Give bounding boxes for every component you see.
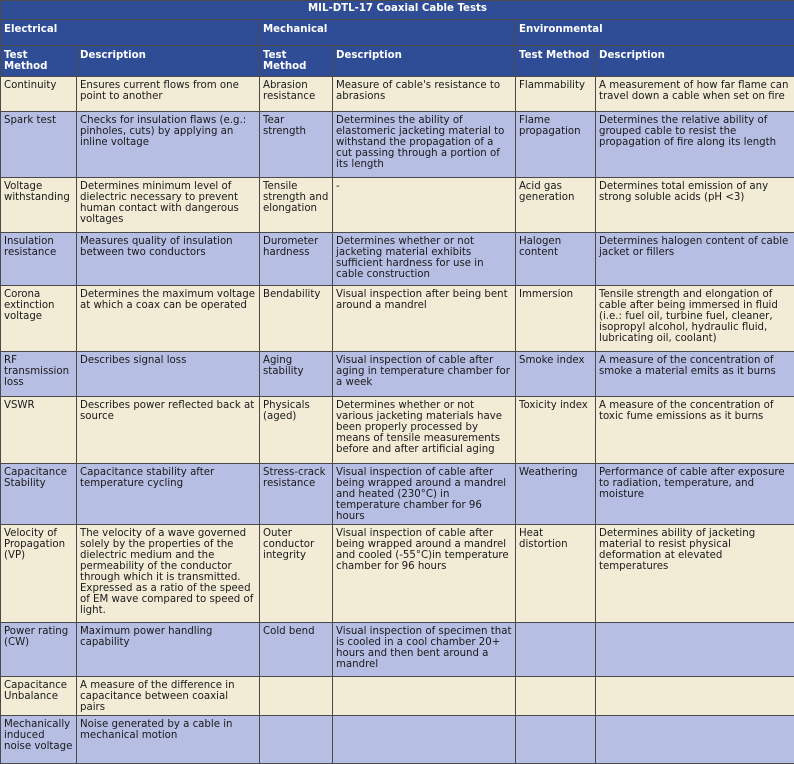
mechanical-description (333, 716, 516, 764)
table-row (1, 623, 794, 677)
mechanical-description: Visual inspection after being bent around a mandrel (333, 286, 516, 352)
mechanical-test: Cold bend (260, 623, 333, 677)
mechanical-test: Aging stability (260, 352, 333, 397)
environmental-description (596, 623, 794, 677)
mechanical-description: Visual inspection of specimen that is cooled in a cool chamber 20+ hours and then bent around a mandrel (333, 623, 516, 677)
mechanical-description: Visual inspection of cable after aging in temperature chamber for a week (333, 352, 516, 397)
electrical-description: Determines the maximum voltage at which a coax can be operated (77, 286, 260, 352)
environmental-description: Determines total emission of any strong soluble acids (pH <3) (596, 178, 794, 233)
electrical-description: Checks for insulation flaws (e.g.: pinholes, cuts) by applying an inline voltage (77, 112, 260, 178)
mechanical-description (333, 677, 516, 716)
environmental-test: Acid gas generation (516, 178, 596, 233)
environmental-test (516, 623, 596, 677)
environmental-description: Tensile strength and elongation of cable after being immersed in fluid (i.e.: fuel oil, turbine fuel, cleaner, isopropyl alcohol, hydraulic fluid, lubricating oil, coolant) (596, 286, 794, 352)
header-description: Description (333, 46, 516, 77)
electrical-description: Ensures current flows from one point to another (77, 77, 260, 112)
electrical-description: Maximum power handling capability (77, 623, 260, 677)
electrical-test: VSWR (1, 397, 77, 464)
table-row (1, 464, 794, 525)
mechanical-test: Physicals (aged) (260, 397, 333, 464)
environmental-test: Flame propagation (516, 112, 596, 178)
environmental-description: Determines the relative ability of grouped cable to resist the propagation of fire along its length (596, 112, 794, 178)
electrical-description: Noise generated by a cable in mechanical motion (77, 716, 260, 764)
mechanical-test: Stress-crack resistance (260, 464, 333, 525)
category-mechanical: Mechanical (260, 20, 516, 46)
electrical-test: Power rating (CW) (1, 623, 77, 677)
mechanical-description: Visual inspection of cable after being wrapped around a mandrel and heated (230°C) in temperature chamber for 96 hours (333, 464, 516, 525)
mechanical-description: Determines whether or not jacketing material exhibits sufficient hardness for use in cable construction (333, 233, 516, 286)
category-row (1, 20, 794, 46)
category-environmental: Environmental (516, 20, 794, 46)
electrical-test: Continuity (1, 77, 77, 112)
mechanical-description: Visual inspection of cable after being wrapped around a mandrel and cooled (-55°C)in temperature chamber for 96 hours (333, 525, 516, 623)
electrical-description: The velocity of a wave governed solely by the properties of the dielectric medium and the permeability of the conductor through which it is transmitted. Expressed as a ratio of the speed of EM wave compared to speed of light. (77, 525, 260, 623)
header-test-method: Test Method (260, 46, 333, 77)
environmental-description: A measurement of how far flame can travel down a cable when set on fire (596, 77, 794, 112)
table-row (1, 525, 794, 623)
environmental-description: Performance of cable after exposure to radiation, temperature, and moisture (596, 464, 794, 525)
electrical-description: A measure of the difference in capacitance between coaxial pairs (77, 677, 260, 716)
table-title: MIL-DTL-17 Coaxial Cable Tests (1, 1, 794, 20)
mechanical-test: Bendability (260, 286, 333, 352)
electrical-test: RF transmission loss (1, 352, 77, 397)
mechanical-test (260, 716, 333, 764)
electrical-description: Describes signal loss (77, 352, 260, 397)
table-row (1, 112, 794, 178)
environmental-test (516, 677, 596, 716)
electrical-test: Spark test (1, 112, 77, 178)
electrical-test: Velocity of Propagation (VP) (1, 525, 77, 623)
environmental-test: Smoke index (516, 352, 596, 397)
table-row (1, 352, 794, 397)
mechanical-description: Measure of cable's resistance to abrasions (333, 77, 516, 112)
mechanical-test: Outer conductor integrity (260, 525, 333, 623)
mechanical-description: Determines the ability of elastomeric jacketing material to withstand the propagation of a cut passing through a portion of its length (333, 112, 516, 178)
environmental-description (596, 677, 794, 716)
mechanical-test (260, 677, 333, 716)
title-row (1, 1, 794, 20)
environmental-description: Determines halogen content of cable jacket or fillers (596, 233, 794, 286)
table-row (1, 286, 794, 352)
electrical-test: Insulation resistance (1, 233, 77, 286)
category-electrical: Electrical (1, 20, 260, 46)
environmental-test: Weathering (516, 464, 596, 525)
environmental-test: Halogen content (516, 233, 596, 286)
environmental-description: Determines ability of jacketing material to resist physical deformation at elevated temperatures (596, 525, 794, 623)
mechanical-test: Abrasion resistance (260, 77, 333, 112)
header-test-method: Test Method (1, 46, 77, 77)
environmental-description: A measure of the concentration of smoke a material emits as it burns (596, 352, 794, 397)
environmental-test: Heat distortion (516, 525, 596, 623)
environmental-test (516, 716, 596, 764)
electrical-test: Voltage withstanding (1, 178, 77, 233)
mechanical-description: Determines whether or not various jacketing materials have been properly processed by means of tensile measurements before and after artificial aging (333, 397, 516, 464)
environmental-test: Immersion (516, 286, 596, 352)
environmental-test: Toxicity index (516, 397, 596, 464)
header-description: Description (77, 46, 260, 77)
electrical-test: Mechanically induced noise voltage (1, 716, 77, 764)
table-row (1, 178, 794, 233)
electrical-description: Determines minimum level of dielectric necessary to prevent human contact with dangerous voltages (77, 178, 260, 233)
environmental-description (596, 716, 794, 764)
mechanical-test: Tear strength (260, 112, 333, 178)
header-test-method: Test Method (516, 46, 596, 77)
table-row (1, 677, 794, 716)
electrical-test: Capacitance Stability (1, 464, 77, 525)
electrical-test: Corona extinction voltage (1, 286, 77, 352)
electrical-test: Capacitance Unbalance (1, 677, 77, 716)
table-row (1, 77, 794, 112)
electrical-description: Measures quality of insulation between two conductors (77, 233, 260, 286)
header-description: Description (596, 46, 794, 77)
mechanical-test: Durometer hardness (260, 233, 333, 286)
electrical-description: Describes power reflected back at source (77, 397, 260, 464)
table-row (1, 716, 794, 764)
table-row (1, 397, 794, 464)
environmental-test: Flammability (516, 77, 596, 112)
table-row (1, 233, 794, 286)
header-row (1, 46, 794, 77)
environmental-description: A measure of the concentration of toxic fume emissions as it burns (596, 397, 794, 464)
electrical-description: Capacitance stability after temperature cycling (77, 464, 260, 525)
mechanical-description: - (333, 178, 516, 233)
mechanical-test: Tensile strength and elongation (260, 178, 333, 233)
